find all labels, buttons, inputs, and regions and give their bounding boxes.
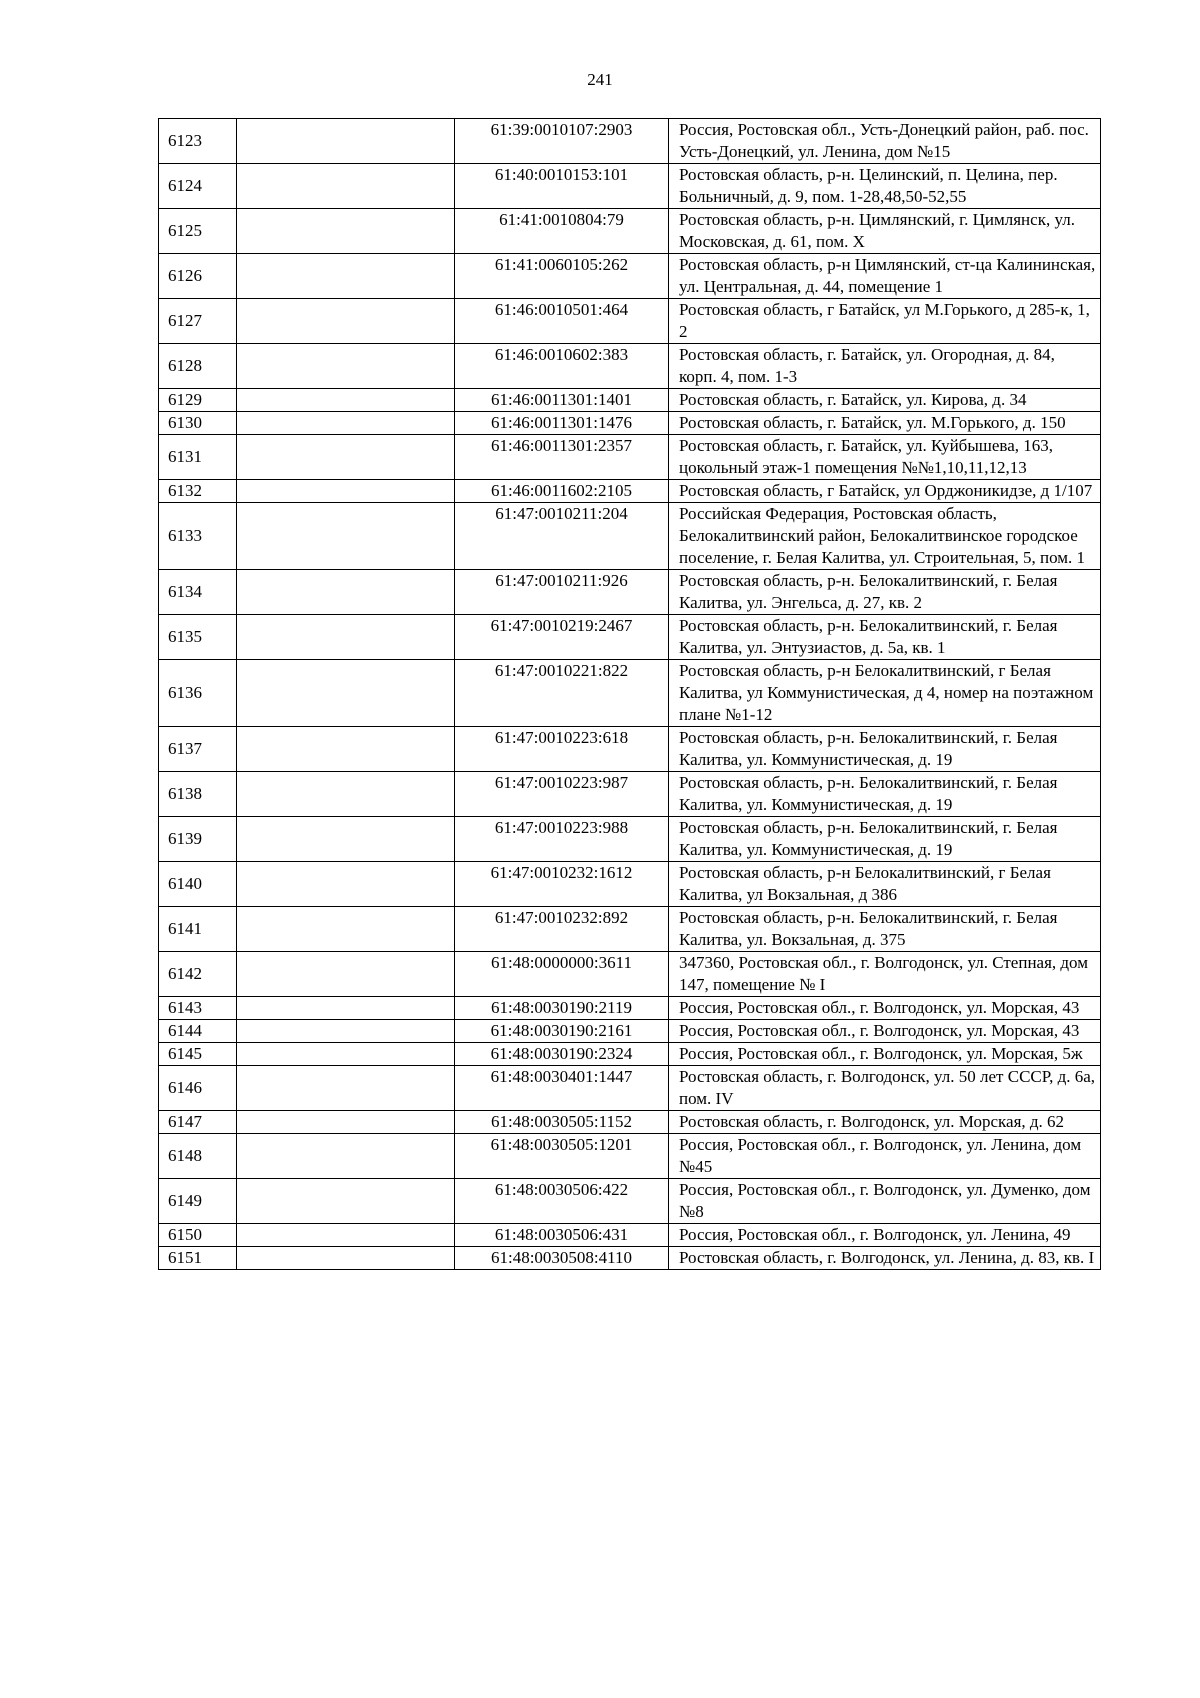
address-cell: Россия, Ростовская обл., г. Волгодонск, ул. Морская, 5ж xyxy=(669,1043,1101,1066)
address-cell: Ростовская область, р-н. Белокалитвинский, г. Белая Калитва, ул. Вокзальная, д. 375 xyxy=(669,907,1101,952)
empty-cell xyxy=(237,727,455,772)
page-number: 241 xyxy=(587,70,613,89)
cadastral-number-cell: 61:47:0010232:1612 xyxy=(455,862,669,907)
table-row xyxy=(159,480,1101,503)
table-row xyxy=(159,412,1101,435)
empty-cell xyxy=(237,1043,455,1066)
cadastral-number-cell: 61:48:0030505:1152 xyxy=(455,1111,669,1134)
row-number-cell: 6149 xyxy=(159,1179,237,1224)
empty-cell xyxy=(237,1020,455,1043)
table-row xyxy=(159,570,1101,615)
row-number-cell: 6133 xyxy=(159,503,237,570)
address-cell: Ростовская область, г. Батайск, ул. Кирова, д. 34 xyxy=(669,389,1101,412)
address-cell: Ростовская область, г. Волгодонск, ул. 50 лет СССР, д. 6а, пом. IV xyxy=(669,1066,1101,1111)
table-row xyxy=(159,503,1101,570)
empty-cell xyxy=(237,119,455,164)
cadastral-number-cell: 61:46:0011301:1476 xyxy=(455,412,669,435)
row-number-cell: 6136 xyxy=(159,660,237,727)
empty-cell xyxy=(237,503,455,570)
empty-cell xyxy=(237,862,455,907)
table-row xyxy=(159,997,1101,1020)
row-number-cell: 6141 xyxy=(159,907,237,952)
cadastral-number-cell: 61:46:0010501:464 xyxy=(455,299,669,344)
address-cell: Ростовская область, р-н Белокалитвинский, г Белая Калитва, ул Коммунистическая, д 4, номер на поэтажном плане №1-12 xyxy=(669,660,1101,727)
empty-cell xyxy=(237,480,455,503)
cadastral-number-cell: 61:46:0011602:2105 xyxy=(455,480,669,503)
address-cell: Россия, Ростовская обл., г. Волгодонск, ул. Ленина, дом №45 xyxy=(669,1134,1101,1179)
cadastral-number-cell: 61:48:0030505:1201 xyxy=(455,1134,669,1179)
address-cell: Ростовская область, р-н. Белокалитвинский, г. Белая Калитва, ул. Коммунистическая, д. 19 xyxy=(669,727,1101,772)
empty-cell xyxy=(237,1111,455,1134)
empty-cell xyxy=(237,1247,455,1270)
empty-cell xyxy=(237,997,455,1020)
empty-cell xyxy=(237,164,455,209)
cadastral-number-cell: 61:47:0010211:204 xyxy=(455,503,669,570)
address-cell: Ростовская область, р-н. Белокалитвинский, г. Белая Калитва, ул. Коммунистическая, д. 19 xyxy=(669,817,1101,862)
row-number-cell: 6128 xyxy=(159,344,237,389)
table-row xyxy=(159,1111,1101,1134)
cadastral-number-cell: 61:48:0030508:4110 xyxy=(455,1247,669,1270)
cadastral-number-cell: 61:47:0010219:2467 xyxy=(455,615,669,660)
table-row xyxy=(159,1066,1101,1111)
address-cell: Ростовская область, р-н Цимлянский, ст-ца Калининская, ул. Центральная, д. 44, помещение 1 xyxy=(669,254,1101,299)
address-cell: Ростовская область, г Батайск, ул М.Горького, д 285-к, 1, 2 xyxy=(669,299,1101,344)
address-cell: Россия, Ростовская обл., г. Волгодонск, ул. Думенко, дом №8 xyxy=(669,1179,1101,1224)
cadastral-number-cell: 61:47:0010211:926 xyxy=(455,570,669,615)
table-row xyxy=(159,389,1101,412)
table-row xyxy=(159,1224,1101,1247)
cadastral-number-cell: 61:39:0010107:2903 xyxy=(455,119,669,164)
table-row xyxy=(159,209,1101,254)
address-cell: Россия, Ростовская обл., г. Волгодонск, ул. Морская, 43 xyxy=(669,997,1101,1020)
address-cell: Ростовская область, р-н. Белокалитвинский, г. Белая Калитва, ул. Коммунистическая, д. 19 xyxy=(669,772,1101,817)
cadastral-number-cell: 61:48:0030190:2119 xyxy=(455,997,669,1020)
empty-cell xyxy=(237,299,455,344)
cadastral-number-cell: 61:40:0010153:101 xyxy=(455,164,669,209)
table-row xyxy=(159,772,1101,817)
cadastral-number-cell: 61:48:0000000:3611 xyxy=(455,952,669,997)
table-row xyxy=(159,952,1101,997)
empty-cell xyxy=(237,1134,455,1179)
address-cell: Ростовская область, г. Волгодонск, ул. Морская, д. 62 xyxy=(669,1111,1101,1134)
address-cell: Россия, Ростовская обл., г. Волгодонск, ул. Ленина, 49 xyxy=(669,1224,1101,1247)
row-number-cell: 6125 xyxy=(159,209,237,254)
row-number-cell: 6135 xyxy=(159,615,237,660)
table-row xyxy=(159,1179,1101,1224)
empty-cell xyxy=(237,772,455,817)
empty-cell xyxy=(237,1066,455,1111)
empty-cell xyxy=(237,209,455,254)
cadastral-number-cell: 61:46:0011301:1401 xyxy=(455,389,669,412)
cadastral-number-cell: 61:48:0030190:2324 xyxy=(455,1043,669,1066)
table-row xyxy=(159,862,1101,907)
row-number-cell: 6148 xyxy=(159,1134,237,1179)
address-cell: Ростовская область, р-н Белокалитвинский, г Белая Калитва, ул Вокзальная, д 386 xyxy=(669,862,1101,907)
row-number-cell: 6137 xyxy=(159,727,237,772)
cadastral-number-cell: 61:48:0030401:1447 xyxy=(455,1066,669,1111)
address-cell: Ростовская область, г. Батайск, ул. Куйбышева, 163, цокольный этаж-1 помещения №№1,10,11,12,13 xyxy=(669,435,1101,480)
empty-cell xyxy=(237,1224,455,1247)
empty-cell xyxy=(237,615,455,660)
cadastral-number-cell: 61:48:0030190:2161 xyxy=(455,1020,669,1043)
empty-cell xyxy=(237,952,455,997)
cadastral-number-cell: 61:47:0010221:822 xyxy=(455,660,669,727)
row-number-cell: 6134 xyxy=(159,570,237,615)
table-row xyxy=(159,817,1101,862)
address-cell: Ростовская область, г. Батайск, ул. Огородная, д. 84, корп. 4, пом. 1-3 xyxy=(669,344,1101,389)
table-row xyxy=(159,907,1101,952)
table-row xyxy=(159,1020,1101,1043)
table-row xyxy=(159,727,1101,772)
row-number-cell: 6147 xyxy=(159,1111,237,1134)
row-number-cell: 6126 xyxy=(159,254,237,299)
address-cell: Ростовская область, р-н. Цимлянский, г. Цимлянск, ул. Московская, д. 61, пом. X xyxy=(669,209,1101,254)
cadastral-number-cell: 61:47:0010223:987 xyxy=(455,772,669,817)
address-cell: Ростовская область, г. Батайск, ул. М.Горького, д. 150 xyxy=(669,412,1101,435)
empty-cell xyxy=(237,412,455,435)
table-row xyxy=(159,1043,1101,1066)
address-cell: Россия, Ростовская обл., Усть-Донецкий район, раб. пос. Усть-Донецкий, ул. Ленина, дом №15 xyxy=(669,119,1101,164)
empty-cell xyxy=(237,817,455,862)
row-number-cell: 6151 xyxy=(159,1247,237,1270)
row-number-cell: 6129 xyxy=(159,389,237,412)
empty-cell xyxy=(237,660,455,727)
empty-cell xyxy=(237,1179,455,1224)
cadastral-number-cell: 61:48:0030506:431 xyxy=(455,1224,669,1247)
table-body xyxy=(159,119,1101,1270)
address-cell: Ростовская область, р-н. Белокалитвинский, г. Белая Калитва, ул. Энгельса, д. 27, кв. 2 xyxy=(669,570,1101,615)
cadastral-number-cell: 61:46:0010602:383 xyxy=(455,344,669,389)
row-number-cell: 6124 xyxy=(159,164,237,209)
row-number-cell: 6150 xyxy=(159,1224,237,1247)
row-number-cell: 6146 xyxy=(159,1066,237,1111)
row-number-cell: 6142 xyxy=(159,952,237,997)
table-row xyxy=(159,164,1101,209)
row-number-cell: 6143 xyxy=(159,997,237,1020)
address-cell: Ростовская область, г Батайск, ул Орджоникидзе, д 1/107 xyxy=(669,480,1101,503)
empty-cell xyxy=(237,389,455,412)
row-number-cell: 6132 xyxy=(159,480,237,503)
row-number-cell: 6131 xyxy=(159,435,237,480)
empty-cell xyxy=(237,435,455,480)
address-cell: Российская Федерация, Ростовская область, Белокалитвинский район, Белокалитвинское городское поселение, г. Белая Калитва, ул. Строительная, 5, пом. 1 xyxy=(669,503,1101,570)
row-number-cell: 6123 xyxy=(159,119,237,164)
empty-cell xyxy=(237,344,455,389)
table-row xyxy=(159,615,1101,660)
address-cell: Ростовская область, р-н. Белокалитвинский, г. Белая Калитва, ул. Энтузиастов, д. 5а, кв. 1 xyxy=(669,615,1101,660)
empty-cell xyxy=(237,254,455,299)
address-cell: Россия, Ростовская обл., г. Волгодонск, ул. Морская, 43 xyxy=(669,1020,1101,1043)
table-row xyxy=(159,1134,1101,1179)
table-row xyxy=(159,344,1101,389)
table-row xyxy=(159,119,1101,164)
address-cell: 347360, Ростовская обл., г. Волгодонск, ул. Степная, дом 147, помещение № I xyxy=(669,952,1101,997)
cadastral-number-cell: 61:48:0030506:422 xyxy=(455,1179,669,1224)
row-number-cell: 6139 xyxy=(159,817,237,862)
empty-cell xyxy=(237,570,455,615)
table-row xyxy=(159,435,1101,480)
cadastral-number-cell: 61:46:0011301:2357 xyxy=(455,435,669,480)
cadastral-number-cell: 61:41:0060105:262 xyxy=(455,254,669,299)
cadastral-number-cell: 61:41:0010804:79 xyxy=(455,209,669,254)
address-cell: Ростовская область, р-н. Целинский, п. Целина, пер. Больничный, д. 9, пом. 1-28,48,50-52,55 xyxy=(669,164,1101,209)
row-number-cell: 6145 xyxy=(159,1043,237,1066)
cadastral-number-cell: 61:47:0010232:892 xyxy=(455,907,669,952)
address-cell: Ростовская область, г. Волгодонск, ул. Ленина, д. 83, кв. I xyxy=(669,1247,1101,1270)
row-number-cell: 6138 xyxy=(159,772,237,817)
property-table xyxy=(158,118,1101,1270)
row-number-cell: 6144 xyxy=(159,1020,237,1043)
table-row xyxy=(159,660,1101,727)
cadastral-number-cell: 61:47:0010223:988 xyxy=(455,817,669,862)
table-row xyxy=(159,299,1101,344)
table-row xyxy=(159,1247,1101,1270)
row-number-cell: 6140 xyxy=(159,862,237,907)
cadastral-number-cell: 61:47:0010223:618 xyxy=(455,727,669,772)
table-row xyxy=(159,254,1101,299)
row-number-cell: 6127 xyxy=(159,299,237,344)
empty-cell xyxy=(237,907,455,952)
row-number-cell: 6130 xyxy=(159,412,237,435)
